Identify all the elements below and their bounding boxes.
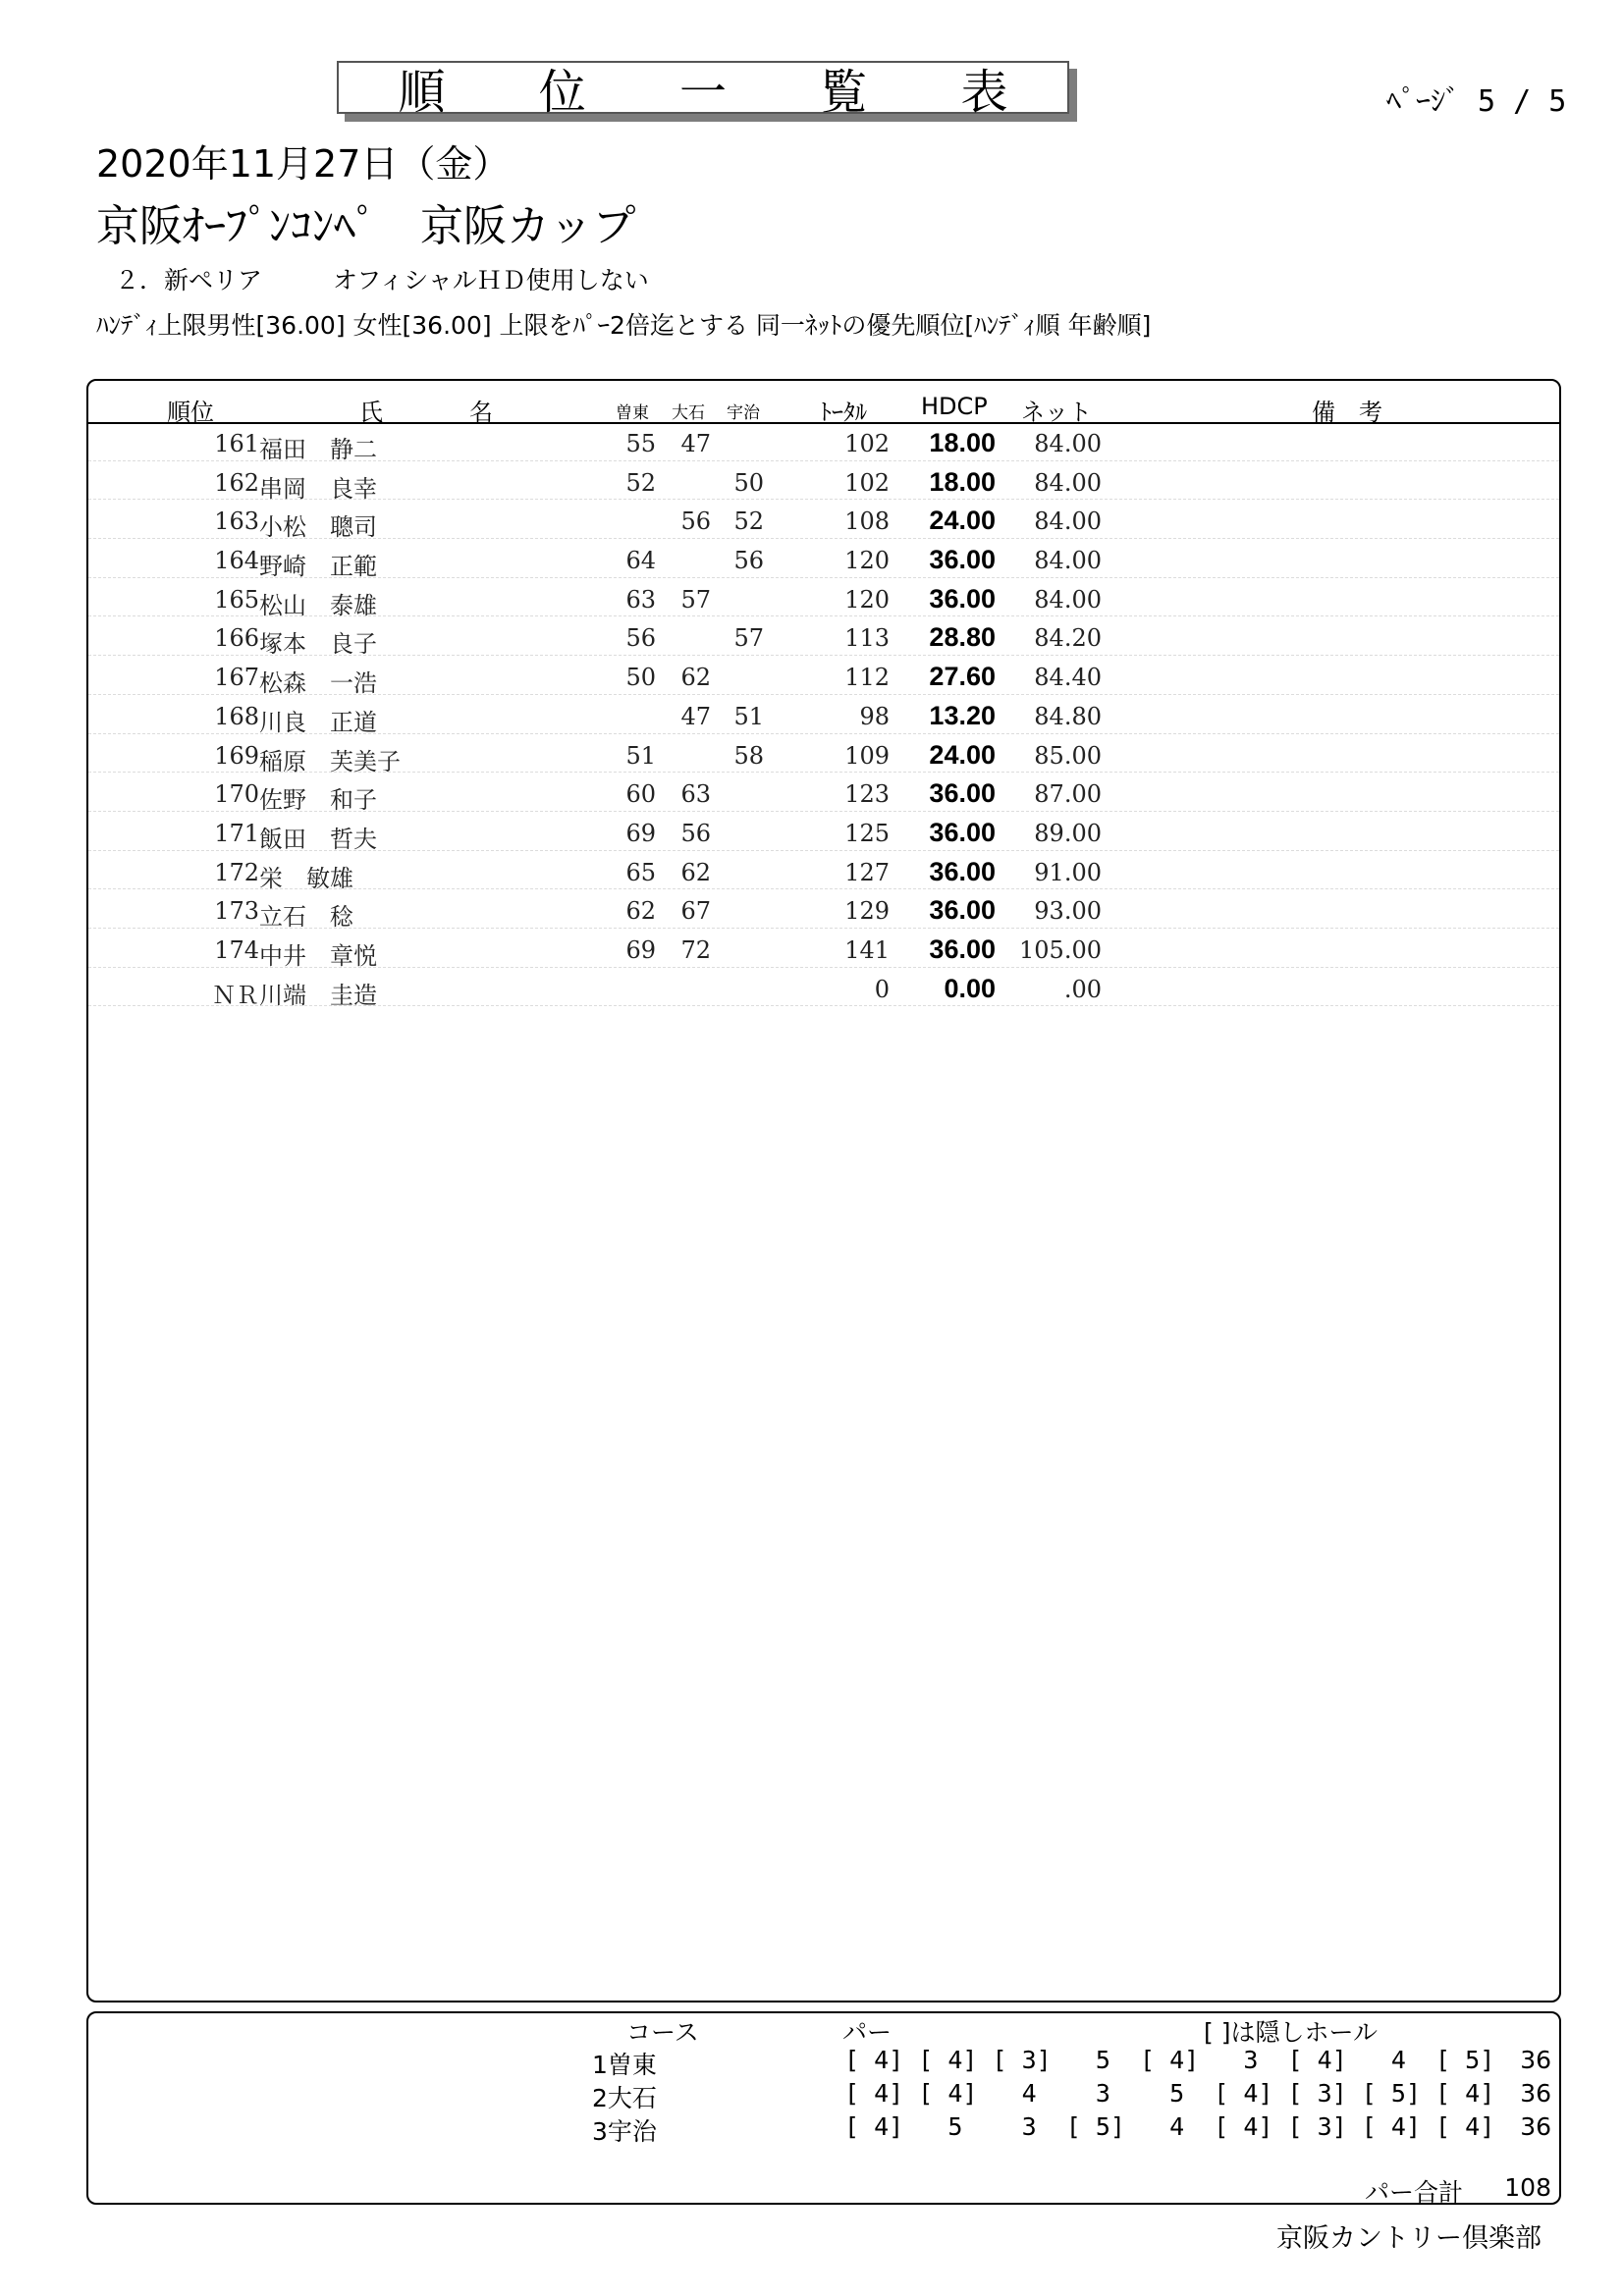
cell-rank: ＮＲ xyxy=(212,981,259,1009)
cell-hdcp: 36.00 xyxy=(929,583,996,614)
cell-rank: 168 xyxy=(214,702,259,730)
table-row xyxy=(88,500,1559,542)
cell-net: .00 xyxy=(1063,975,1102,1003)
course-label: コース xyxy=(626,2018,699,2047)
cell-c2: 57 xyxy=(680,585,711,614)
cell-c2: 56 xyxy=(680,819,711,847)
col-net: ネット xyxy=(1021,399,1092,426)
cell-total: 129 xyxy=(844,897,890,926)
cell-name: 野崎 正範 xyxy=(259,553,377,581)
cell-name: 松山 泰雄 xyxy=(259,591,377,619)
cell-net: 84.00 xyxy=(1034,468,1102,497)
par-total-value: 108 xyxy=(1504,2173,1551,2202)
page-title: 順 位 一 覧 表 xyxy=(398,64,1048,120)
col-course2: 大石 xyxy=(672,403,705,423)
par-total-label: パー合計 xyxy=(1365,2178,1464,2207)
cell-name: 佐野 和子 xyxy=(259,786,377,815)
col-hdcp: HDCP xyxy=(921,393,988,420)
cell-net: 84.00 xyxy=(1034,507,1102,536)
cell-hdcp: 24.00 xyxy=(929,739,996,770)
cell-rank: 164 xyxy=(214,547,259,575)
cell-c1: 60 xyxy=(625,780,656,809)
cell-rank: 171 xyxy=(214,819,259,847)
cell-name: 栄 敏雄 xyxy=(259,864,353,892)
table-row xyxy=(88,968,1559,1007)
event-date: 2020年11月27日（金） xyxy=(96,142,511,186)
cell-c1: 64 xyxy=(625,547,656,575)
cell-c1: 52 xyxy=(625,468,656,497)
cell-net: 105.00 xyxy=(1019,935,1102,964)
col-rank: 順位 xyxy=(167,399,214,426)
cell-hdcp: 36.00 xyxy=(929,856,996,886)
cell-c1: 55 xyxy=(625,430,656,457)
cell-total: 125 xyxy=(844,819,890,847)
cell-net: 84.20 xyxy=(1034,624,1102,653)
cell-c2: 67 xyxy=(680,897,711,926)
cell-c3: 57 xyxy=(733,624,764,653)
handicap-rule: ﾊﾝﾃﾞｨ上限男性[36.00] 女性[36.00] 上限をﾊﾟｰ2倍迄とする 同一ﾈｯﾄの優先順位[ﾊﾝﾃﾞｨ順 年齢順] xyxy=(96,311,1152,340)
col-course1: 曽東 xyxy=(616,403,649,423)
cell-c1: 69 xyxy=(625,935,656,964)
cell-total: 109 xyxy=(844,741,890,770)
cell-net: 84.00 xyxy=(1034,585,1102,614)
cell-hdcp: 28.80 xyxy=(929,622,996,653)
cell-rank: 167 xyxy=(214,664,259,692)
results-table xyxy=(86,379,1561,2002)
cell-c3: 52 xyxy=(733,507,764,536)
cell-c2: 47 xyxy=(680,430,711,457)
cell-net: 93.00 xyxy=(1034,897,1102,926)
table-row xyxy=(88,461,1559,501)
cell-c2: 72 xyxy=(680,935,711,964)
cell-rank: 170 xyxy=(214,780,259,809)
table-row xyxy=(88,889,1559,932)
cell-name: 中井 章悦 xyxy=(259,941,377,970)
club-name: 京阪カントリー倶楽部 xyxy=(1276,2223,1542,2254)
cell-total: 108 xyxy=(844,507,890,536)
cell-name: 川端 圭造 xyxy=(259,981,377,1009)
col-note: 備 考 xyxy=(1312,399,1382,426)
cell-name: 立石 稔 xyxy=(259,903,353,932)
course-par-box xyxy=(86,2011,1561,2205)
cell-c3: 51 xyxy=(733,702,764,730)
cell-c1: 50 xyxy=(625,664,656,692)
col-name-a: 氏 xyxy=(359,399,383,426)
method-number: ２．新ペリア xyxy=(115,266,263,294)
event-name: 京阪ｵｰﾌﾟﾝｺﾝﾍﾟ 京阪カップ xyxy=(96,201,636,251)
table-row xyxy=(88,851,1559,890)
course-name: 2大石 xyxy=(592,2084,657,2112)
col-name-b: 名 xyxy=(469,399,493,426)
cell-c1: 63 xyxy=(625,585,656,614)
cell-c2: 47 xyxy=(680,702,711,730)
cell-name: 福田 静二 xyxy=(259,436,377,463)
course-par-sum: 36 xyxy=(1520,2112,1551,2141)
table-row xyxy=(88,656,1559,698)
cell-net: 85.00 xyxy=(1034,741,1102,770)
cell-net: 91.00 xyxy=(1034,858,1102,886)
cell-hdcp: 18.00 xyxy=(929,428,996,457)
cell-hdcp: 27.60 xyxy=(929,662,996,692)
cell-name: 串岡 良幸 xyxy=(259,474,377,503)
cell-name: 塚本 良子 xyxy=(259,630,377,659)
cell-net: 84.00 xyxy=(1034,547,1102,575)
cell-name: 松森 一浩 xyxy=(259,669,377,698)
table-row xyxy=(88,695,1559,734)
course-pars: [ 4] 5 3 [ 5] 4 [ 4] [ 3] [ 4] [ 4] xyxy=(844,2112,1495,2141)
cell-total: 102 xyxy=(844,468,890,497)
course-pars: [ 4] [ 4] [ 3] 5 [ 4] 3 [ 4] 4 [ 5] xyxy=(844,2046,1495,2074)
cell-hdcp: 36.00 xyxy=(929,934,996,964)
cell-c1: 62 xyxy=(625,897,656,926)
cell-name: 稲原 芙美子 xyxy=(259,747,401,775)
cell-c2: 63 xyxy=(680,780,711,809)
cell-c2: 62 xyxy=(680,858,711,886)
table-row xyxy=(88,773,1559,815)
cell-total: 120 xyxy=(844,585,890,614)
result-rows xyxy=(88,422,1559,1009)
cell-rank: 165 xyxy=(214,585,259,614)
cell-hdcp: 36.00 xyxy=(929,545,996,575)
table-row xyxy=(88,734,1559,774)
cell-c3: 50 xyxy=(733,468,764,497)
cell-name: 小松 聰司 xyxy=(259,513,377,542)
table-row xyxy=(88,616,1559,659)
cell-c2: 62 xyxy=(680,664,711,692)
cell-total: 113 xyxy=(844,624,890,653)
cell-hdcp: 36.00 xyxy=(929,895,996,926)
cell-net: 84.40 xyxy=(1034,664,1102,692)
course-name: 3宇治 xyxy=(592,2117,657,2146)
cell-hdcp: 18.00 xyxy=(929,466,996,497)
cell-total: 98 xyxy=(859,702,890,730)
cell-c1: 69 xyxy=(625,819,656,847)
cell-total: 102 xyxy=(844,430,890,457)
cell-net: 89.00 xyxy=(1034,819,1102,847)
table-row xyxy=(88,578,1559,617)
table-row xyxy=(88,539,1559,581)
table-row xyxy=(88,422,1559,461)
cell-hdcp: 0.00 xyxy=(944,973,996,1003)
cell-hdcp: 36.00 xyxy=(929,778,996,809)
hidden-hole-label: [ ]は隠しホール xyxy=(1204,2018,1378,2047)
method-hd: オフィシャルＨＤ使用しない xyxy=(332,266,649,294)
cell-total: 127 xyxy=(844,858,890,886)
course-pars: [ 4] [ 4] 4 3 5 [ 4] [ 3] [ 5] [ 4] xyxy=(844,2079,1495,2108)
cell-net: 84.80 xyxy=(1034,702,1102,730)
cell-total: 120 xyxy=(844,547,890,575)
cell-c2: 56 xyxy=(680,507,711,536)
cell-name: 川良 正道 xyxy=(259,708,377,736)
cell-rank: 174 xyxy=(214,935,259,964)
cell-c3: 56 xyxy=(733,547,764,575)
cell-name: 飯田 哲夫 xyxy=(259,825,377,853)
table-row xyxy=(88,929,1559,968)
cell-hdcp: 36.00 xyxy=(929,817,996,847)
cell-total: 0 xyxy=(874,975,890,1003)
col-course3: 宇治 xyxy=(727,403,760,423)
cell-hdcp: 24.00 xyxy=(929,506,996,536)
cell-net: 87.00 xyxy=(1034,780,1102,809)
course-par-sum: 36 xyxy=(1520,2046,1551,2074)
cell-rank: 173 xyxy=(214,897,259,926)
cell-total: 141 xyxy=(844,935,890,964)
col-total: ﾄｰﾀﾙ xyxy=(820,399,867,426)
cell-total: 112 xyxy=(844,664,890,692)
cell-c1: 51 xyxy=(625,741,656,770)
scoring-method xyxy=(115,261,712,296)
cell-rank: 169 xyxy=(214,741,259,770)
cell-hdcp: 13.20 xyxy=(929,700,996,730)
cell-rank: 172 xyxy=(214,858,259,886)
par-label: パー xyxy=(842,2018,893,2047)
cell-rank: 161 xyxy=(214,430,259,457)
title-box xyxy=(337,61,1069,120)
course-name: 1曽東 xyxy=(592,2051,657,2079)
cell-c3: 58 xyxy=(733,741,764,770)
page-number: ﾍﾟｰｼﾞ 5 / 5 xyxy=(1386,84,1567,119)
cell-total: 123 xyxy=(844,780,890,809)
cell-rank: 162 xyxy=(214,468,259,497)
cell-rank: 163 xyxy=(214,507,259,536)
cell-c1: 65 xyxy=(625,858,656,886)
cell-c1: 56 xyxy=(625,624,656,653)
cell-net: 84.00 xyxy=(1034,430,1102,457)
cell-rank: 166 xyxy=(214,624,259,653)
course-par-sum: 36 xyxy=(1520,2079,1551,2108)
table-row xyxy=(88,812,1559,851)
